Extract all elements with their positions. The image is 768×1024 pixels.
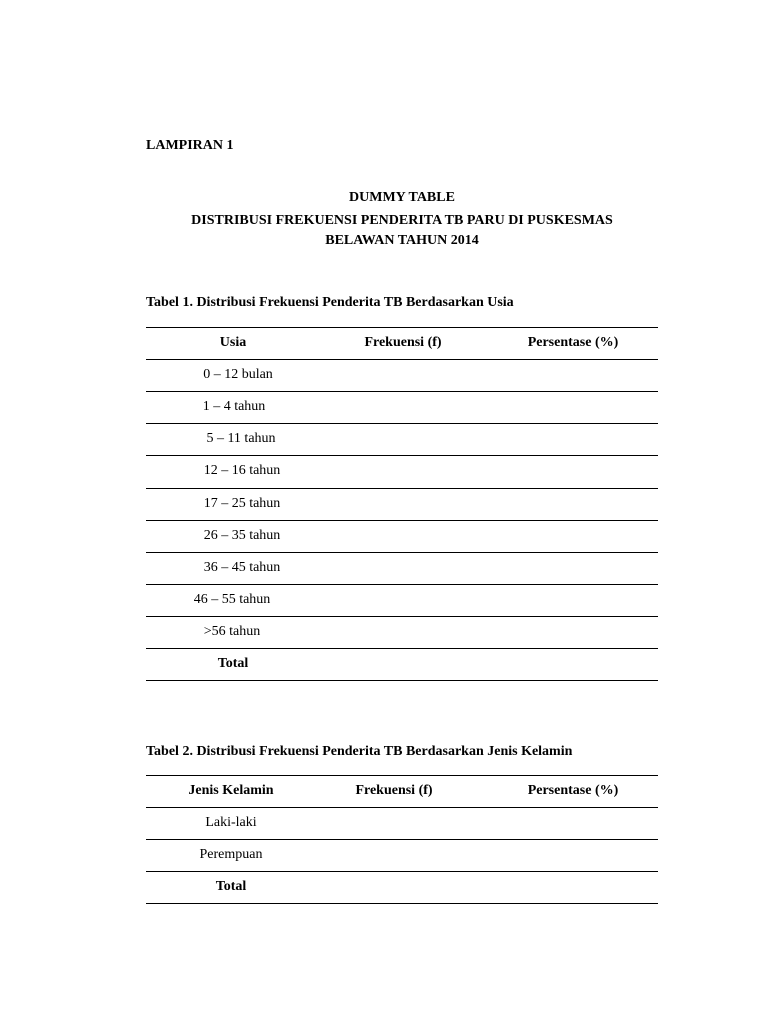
table-cell: 17 – 25 tahun [203,495,281,511]
table-header-cell: Usia [219,335,247,350]
table-total-label: Total [215,879,247,894]
table-rule [146,903,658,904]
document-subheading-line1: DISTRIBUSI FREKUENSI PENDERITA TB PARU DI PUSKESMAS [191,213,613,228]
table-header-cell: Persentase (%) [527,335,619,350]
table-rule [146,520,658,521]
table-rule [146,648,658,649]
table-cell: 36 – 45 tahun [203,559,281,575]
document-subheading-line2: BELAWAN TAHUN 2014 [325,233,479,248]
table-cell: >56 tahun [203,623,261,639]
table-rule [146,807,658,808]
table-rule [146,584,658,585]
table2-caption: Tabel 2. Distribusi Frekuensi Penderita TB Berdasarkan Jenis Kelamin [146,744,573,759]
table-rule [146,488,658,489]
table-header-cell: Frekuensi (f) [355,783,433,798]
table-rule [146,871,658,872]
table-cell: 12 – 16 tahun [203,463,281,479]
table-rule [146,423,658,424]
table-rule [146,775,658,776]
table-rule [146,839,658,840]
table-header-cell: Persentase (%) [527,783,619,798]
table-cell: Perempuan [199,847,263,862]
table-header-cell: Frekuensi (f) [364,335,442,350]
appendix-label: LAMPIRAN 1 [146,138,234,153]
table-cell: 1 – 4 tahun [202,399,266,415]
table1-caption: Tabel 1. Distribusi Frekuensi Penderita TB Berdasarkan Usia [146,295,514,310]
table-cell: 0 – 12 bulan [203,367,273,383]
table-cell: 26 – 35 tahun [203,527,281,543]
table-rule [146,391,658,392]
table-rule [146,552,658,553]
table-rule [146,680,658,681]
table-header-cell: Jenis Kelamin [188,783,274,798]
table-rule [146,455,658,456]
table-cell: 5 – 11 tahun [206,431,276,447]
table-rule [146,616,658,617]
table-rule [146,359,658,360]
table-total-label: Total [217,656,249,671]
table-cell: Laki-laki [205,815,257,830]
document-heading: DUMMY TABLE [349,190,455,205]
table-cell: 46 – 55 tahun [193,591,271,607]
table-rule [146,327,658,328]
